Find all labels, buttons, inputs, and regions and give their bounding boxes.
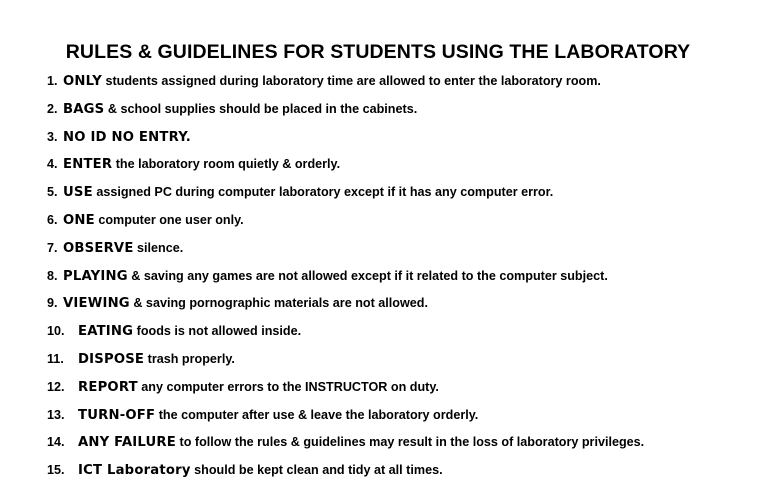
rule-keyword: EATING bbox=[78, 324, 134, 340]
rule-number: 14. bbox=[47, 435, 65, 450]
rule-number: 11. bbox=[47, 351, 64, 366]
rule-number: 7. bbox=[47, 240, 58, 255]
rule-description: the laboratory room quietly & orderly. bbox=[112, 157, 341, 172]
rule-number: 3. bbox=[47, 129, 58, 144]
rule-text bbox=[63, 155, 340, 174]
rule-text bbox=[78, 406, 478, 425]
rule-keyword: DISPOSE bbox=[78, 351, 145, 367]
rule-keyword: OBSERVE bbox=[63, 240, 134, 256]
rule-description: the computer after use & leave the laboratory orderly. bbox=[155, 407, 479, 422]
rule-text bbox=[78, 461, 443, 480]
rule-description: should be kept clean and tidy at all times. bbox=[190, 463, 443, 478]
rule-text bbox=[78, 433, 644, 452]
rule-keyword: TURN-OFF bbox=[78, 407, 156, 423]
rule-description: to follow the rules & guidelines may result in the loss of laboratory privileges. bbox=[176, 435, 645, 450]
rule-number: 9. bbox=[47, 296, 58, 311]
rule-text bbox=[78, 322, 301, 341]
rule-description: trash properly. bbox=[144, 351, 235, 366]
rule-number: 4. bbox=[47, 157, 58, 172]
rule-keyword: ONLY bbox=[63, 74, 102, 89]
rule-text bbox=[63, 128, 191, 147]
rule-keyword: ENTER bbox=[63, 157, 113, 173]
rule-number: 6. bbox=[47, 212, 58, 227]
rule-description: silence. bbox=[133, 240, 184, 255]
rule-number: 10. bbox=[47, 324, 65, 339]
rule-description: & school supplies should be placed in the cabinets. bbox=[104, 101, 418, 116]
page-title: RULES & GUIDELINES FOR STUDENTS USING THE LABORATORY bbox=[65, 41, 691, 64]
rule-number: 13. bbox=[47, 407, 65, 422]
rule-number: 5. bbox=[47, 185, 58, 200]
rule-keyword: ANY FAILURE bbox=[78, 435, 176, 451]
rule-text bbox=[78, 350, 235, 369]
rule-text bbox=[63, 267, 608, 286]
rule-number: 2. bbox=[47, 101, 58, 116]
rule-text bbox=[63, 211, 244, 230]
rule-description: students assigned during laboratory time are allowed to enter the laboratory room. bbox=[101, 74, 601, 88]
rule-keyword: BAGS bbox=[63, 101, 105, 117]
rule-keyword: ICT Laboratory bbox=[78, 463, 191, 479]
rule-text bbox=[63, 100, 417, 119]
rule-keyword: VIEWING bbox=[63, 296, 130, 312]
rule-text bbox=[63, 183, 553, 202]
rule-text bbox=[63, 294, 428, 313]
rule-description: & saving pornographic materials are not allowed. bbox=[129, 296, 428, 311]
rule-keyword: PLAYING bbox=[63, 268, 128, 284]
rule-description: computer one user only. bbox=[94, 212, 244, 227]
rule-keyword: NO ID NO ENTRY. bbox=[63, 129, 191, 145]
rule-description: foods is not allowed inside. bbox=[133, 324, 302, 339]
rule-keyword: USE bbox=[63, 185, 93, 201]
rule-number: 8. bbox=[47, 268, 58, 283]
rule-number: 1. bbox=[47, 74, 58, 88]
rule-text bbox=[63, 239, 183, 258]
rule-description: any computer errors to the INSTRUCTOR on duty. bbox=[137, 379, 439, 394]
rule-number: 15. bbox=[47, 463, 65, 478]
rule-keyword: REPORT bbox=[78, 379, 138, 395]
rule-text bbox=[63, 72, 601, 91]
rule-description: & saving any games are not allowed except if it related to the computer subject. bbox=[127, 268, 608, 283]
rule-keyword: ONE bbox=[63, 212, 95, 228]
rule-number: 12. bbox=[47, 379, 65, 394]
rule-text bbox=[78, 378, 439, 397]
rule-description: assigned PC during computer laboratory except if it has any computer error. bbox=[92, 185, 554, 200]
